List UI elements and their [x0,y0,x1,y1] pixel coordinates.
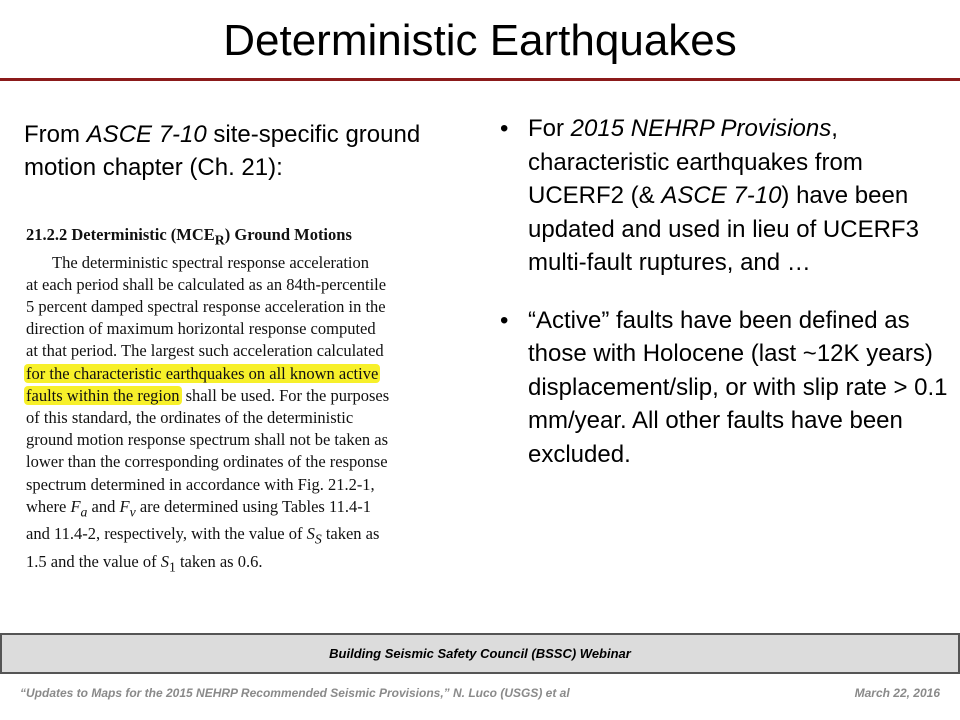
excerpt-line: at each period shall be calculated as an 84th-percentile [26,274,387,294]
footer-banner: Building Seismic Safety Council (BSSC) Webinar [0,633,960,674]
ss-symbol: S [306,524,315,544]
intro-italic: ASCE 7-10 [86,121,207,148]
ss-pre: and 11.4-2, respectively, with the value of [26,524,307,544]
excerpt-line-highlight [26,363,482,385]
fv-symbol: F [119,496,130,516]
after-highlight: shall be used. For the purposes [181,385,390,405]
intro-prefix: From [24,121,87,148]
ss-post: taken as [321,524,380,544]
fa-sub: a [80,504,88,520]
b1-italic-nehrp: 2015 NEHRP Provisions [570,115,832,142]
excerpt-line: ground motion response spectrum shall not be taken as [26,430,389,450]
excerpt-line: of this standard, the ordinates of the deterministic [26,407,354,427]
excerpt-line: direction of maximum horizontal response computed [26,319,376,339]
bullet-marker: • [500,306,509,334]
bullet-item-ucerf [498,112,956,280]
b1-italic-asce: ASCE 7-10 [661,182,782,209]
intro-suffix: site-specific ground motion chapter (Ch. 21): [24,121,421,181]
excerpt-line: The deterministic spectral response acceleration [52,252,370,272]
heading-post: ) Ground Motions [224,225,352,244]
excerpt-line-ss [26,523,482,551]
fv-sub: v [129,504,136,520]
b1-mid: , characteristic earthquakes from UCERF2 (& [528,115,863,209]
footer-citation: “Updates to Maps for the 2015 NEHRP Recommended Seismic Provisions,” N. Luco (USGS) et al [20,686,570,700]
highlight-2: faults within the region [26,385,180,405]
excerpt-line: at that period. The largest such acceleration calculated [26,341,384,361]
s1-sub: 1 [168,559,176,575]
highlight-1: for the characteristic earthquakes on all known active [26,363,379,383]
excerpt-line: spectrum determined in accordance with Fig. 21.2-1, [26,474,375,494]
b1-post: ) have been updated and used in lieu of UCERF3 multi-fault ruptures, and … [528,182,919,276]
excerpt-line-s1 [26,551,482,579]
s1-pre: 1.5 and the value of [26,551,161,571]
excerpt-line: lower than the corresponding ordinates of the response [26,452,388,472]
where-post: are determined using Tables 11.4-1 [135,496,371,516]
heading-sub: R [214,232,225,248]
bullet-list [498,112,956,471]
ss-sub: S [314,531,322,547]
slide-title: Deterministic Earthquakes [223,16,737,65]
fa-symbol: F [70,496,81,516]
s1-symbol: S [160,551,169,571]
title-divider [0,78,960,81]
s1-post: taken as 0.6. [175,551,263,571]
excerpt-heading [26,224,482,252]
excerpt-line-highlight [26,385,482,407]
excerpt-line-where [26,496,482,524]
and-word: and [87,496,120,516]
b2-text: “Active” faults have been defined as those with Holocene (last ~12K years) displacement/slip, or with slip rate > 0.1 mm/year. All other faults have been excluded. [528,306,948,468]
intro-text [24,118,494,184]
where-pre: where [26,496,71,516]
code-excerpt [26,224,482,578]
bullet-marker: • [500,115,509,142]
bullet-item-active-faults [498,304,956,472]
excerpt-line: 5 percent damped spectral response acceleration in the [26,296,386,316]
b1-pre: For [528,115,571,142]
footer-date: March 22, 2016 [854,686,940,700]
heading-pre: 21.2.2 Deterministic (MCE [26,225,215,244]
